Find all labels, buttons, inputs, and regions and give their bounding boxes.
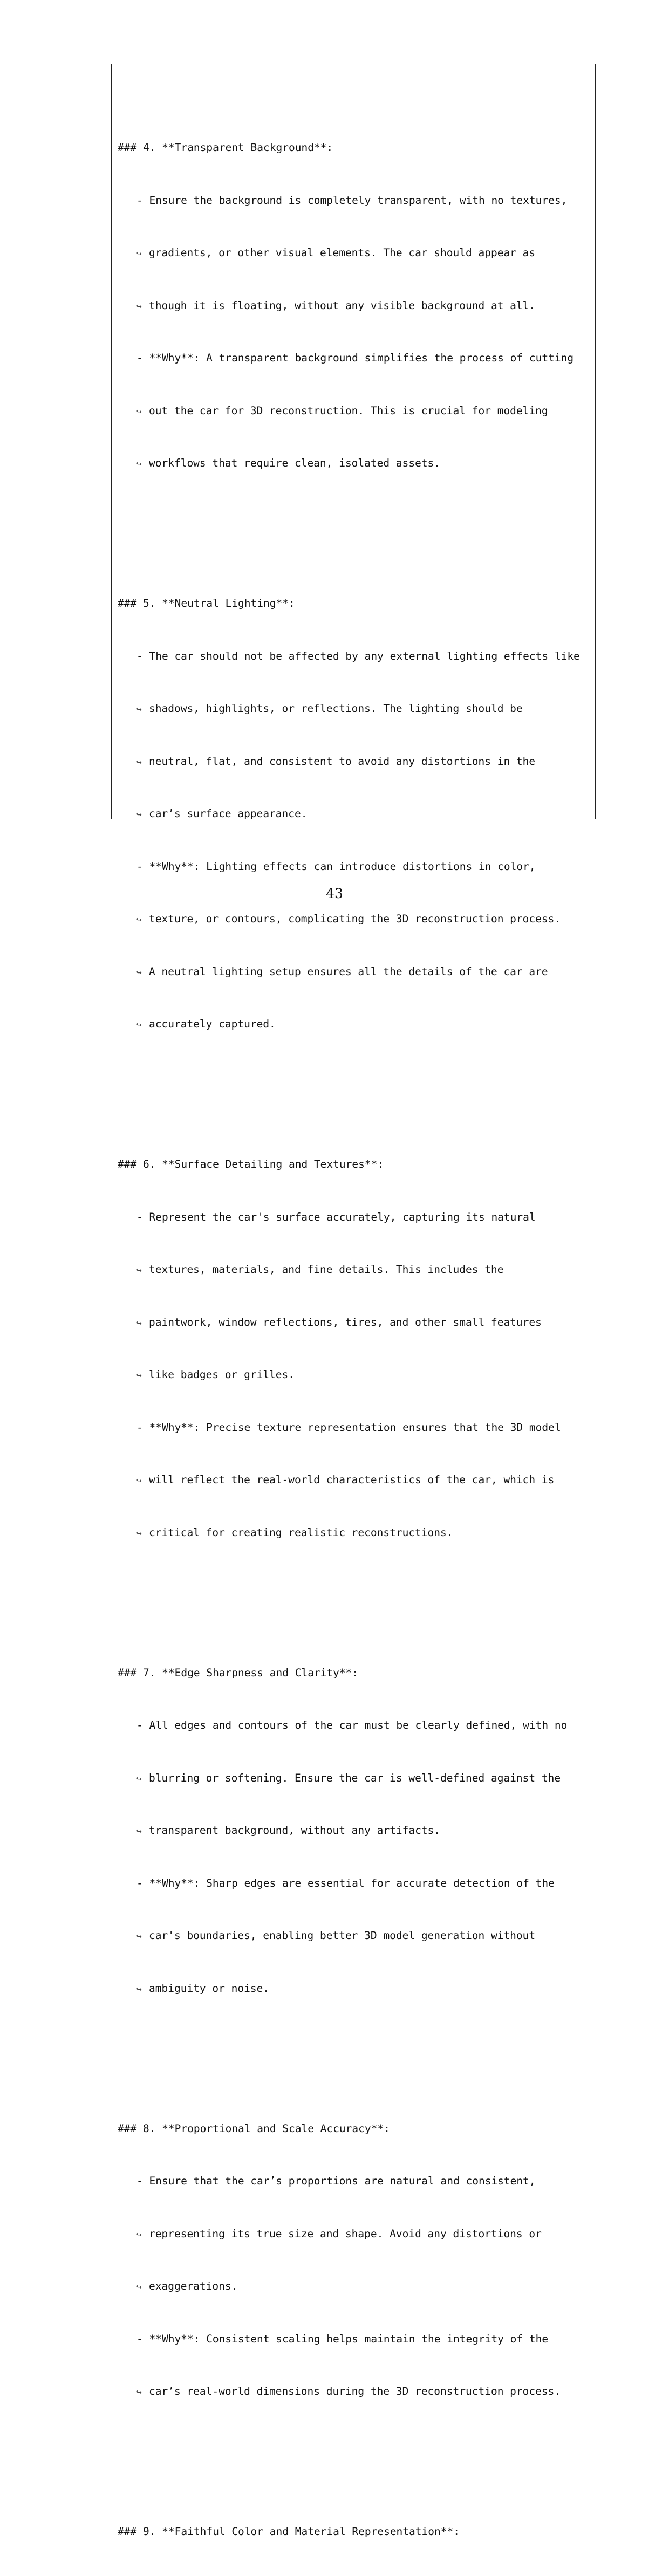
continuation-line: [118, 297, 580, 315]
code-listing: [118, 69, 580, 2576]
bullet-line: - **Why**: A transparent background simplifies the process of cutting: [136, 352, 574, 364]
continuation-line: [118, 1770, 580, 1787]
continuation-text: paintwork, window reflections, tires, and other small features: [149, 1316, 542, 1328]
continuation-text: shadows, highlights, or reflections. The lighting should be: [149, 702, 523, 715]
continuation-arrow-icon: ↪: [136, 1019, 142, 1030]
continuation-arrow-icon: ↪: [136, 1983, 142, 1994]
bullet-line: - Represent the car's surface accurately, capturing its natural: [136, 1210, 536, 1223]
continuation-line: [118, 1261, 580, 1279]
continuation-text: car’s surface appearance.: [149, 807, 308, 820]
continuation-arrow-icon: ↪: [136, 1475, 142, 1485]
continuation-text: accurately captured.: [149, 1018, 276, 1030]
continuation-text: out the car for 3D reconstruction. This is crucial for modeling: [149, 404, 548, 417]
continuation-line: [118, 1524, 580, 1542]
bullet-line: - Ensure the background is completely transparent, with no textures,: [136, 194, 568, 207]
continuation-arrow-icon: ↪: [136, 1317, 142, 1328]
continuation-text: workflows that require clean, isolated assets.: [149, 457, 441, 469]
bullet-line: - **Why**: Sharp edges are essential for accurate detection of the: [136, 1876, 555, 1889]
continuation-line: [118, 244, 580, 262]
continuation-text: transparent background, without any artifacts.: [149, 1824, 441, 1837]
continuation-arrow-icon: ↪: [136, 967, 142, 977]
continuation-text: though it is floating, without any visible background at all.: [149, 299, 536, 312]
continuation-text: blurring or softening. Ensure the car is well-defined against the: [149, 1771, 561, 1784]
bullet-line: - **Why**: Consistent scaling helps maintain the integrity of the: [136, 2332, 549, 2345]
section-heading: ### 5. **Neutral Lighting**:: [118, 597, 295, 609]
continuation-line: [118, 1927, 580, 1945]
continuation-arrow-icon: ↪: [136, 704, 142, 714]
continuation-arrow-icon: ↪: [136, 458, 142, 469]
continuation-line: [118, 402, 580, 420]
continuation-line: [118, 1822, 580, 1840]
bullet-line: - Ensure that the car’s proportions are natural and consistent,: [136, 2175, 536, 2187]
continuation-arrow-icon: ↪: [136, 1265, 142, 1275]
continuation-text: gradients, or other visual elements. The car should appear as: [149, 246, 536, 259]
section-heading: ### 8. **Proportional and Scale Accuracy**:: [118, 2122, 390, 2135]
continuation-text: representing its true size and shape. Avoid any distortions or: [149, 2227, 542, 2240]
continuation-arrow-icon: ↪: [136, 756, 142, 767]
continuation-text: neutral, flat, and consistent to avoid any distortions in the: [149, 755, 536, 768]
continuation-text: ambiguity or noise.: [149, 1982, 270, 1995]
page-number: 43: [326, 886, 343, 901]
bullet-line: - **Why**: Lighting effects can introduce distortions in color,: [136, 860, 536, 873]
continuation-arrow-icon: ↪: [136, 2282, 142, 2292]
blank-line: [118, 1577, 580, 1594]
section-heading: ### 6. **Surface Detailing and Textures**:: [118, 1158, 384, 1170]
continuation-text: texture, or contours, complicating the 3D reconstruction process.: [149, 913, 561, 925]
continuation-line: [118, 2383, 580, 2401]
bullet-line: - The car should not be affected by any external lighting effects like: [136, 649, 580, 662]
continuation-arrow-icon: ↪: [136, 1931, 142, 1941]
continuation-arrow-icon: ↪: [136, 406, 142, 416]
continuation-arrow-icon: ↪: [136, 1370, 142, 1380]
bullet-line: - **Why**: Precise texture representation ensures that the 3D model: [136, 1421, 561, 1434]
continuation-arrow-icon: ↪: [136, 809, 142, 819]
blank-line: [118, 2436, 580, 2454]
section-heading: ### 7. **Edge Sharpness and Clarity**:: [118, 1666, 359, 1679]
section-heading: ### 9. **Faithful Color and Material Representation**:: [118, 2525, 460, 2538]
continuation-line: [118, 455, 580, 472]
continuation-line: [118, 753, 580, 771]
continuation-arrow-icon: ↪: [136, 2387, 142, 2397]
bullet-line: - All edges and contours of the car must be clearly defined, with no: [136, 1719, 568, 1731]
continuation-arrow-icon: ↪: [136, 1527, 142, 1538]
continuation-line: [118, 2278, 580, 2296]
continuation-arrow-icon: ↪: [136, 248, 142, 258]
section-heading: ### 4. **Transparent Background**:: [118, 141, 333, 154]
continuation-line: [118, 963, 580, 981]
continuation-text: textures, materials, and fine details. This includes the: [149, 1263, 504, 1276]
continuation-text: like badges or grilles.: [149, 1368, 295, 1381]
blank-line: [118, 2032, 580, 2050]
continuation-arrow-icon: ↪: [136, 914, 142, 924]
continuation-line: [118, 1366, 580, 1384]
continuation-arrow-icon: ↪: [136, 1773, 142, 1784]
continuation-line: [118, 1980, 580, 1998]
continuation-text: car’s real-world dimensions during the 3D reconstruction process.: [149, 2385, 561, 2397]
continuation-line: [118, 805, 580, 823]
continuation-text: exaggerations.: [149, 2280, 238, 2292]
continuation-text: A neutral lighting setup ensures all the details of the car are: [149, 965, 548, 978]
continuation-arrow-icon: ↪: [136, 300, 142, 311]
continuation-line: [118, 1016, 580, 1033]
continuation-arrow-icon: ↪: [136, 1826, 142, 1836]
continuation-line: [118, 1314, 580, 1332]
continuation-line: [118, 700, 580, 718]
blank-line: [118, 508, 580, 525]
continuation-line: [118, 2225, 580, 2243]
continuation-line: [118, 910, 580, 928]
continuation-text: will reflect the real-world characteristics of the car, which is: [149, 1474, 555, 1486]
continuation-line: [118, 1471, 580, 1489]
continuation-arrow-icon: ↪: [136, 2229, 142, 2239]
blank-line: [118, 1068, 580, 1086]
continuation-text: critical for creating realistic reconstructions.: [149, 1526, 453, 1539]
continuation-text: car's boundaries, enabling better 3D model generation without: [149, 1929, 536, 1942]
